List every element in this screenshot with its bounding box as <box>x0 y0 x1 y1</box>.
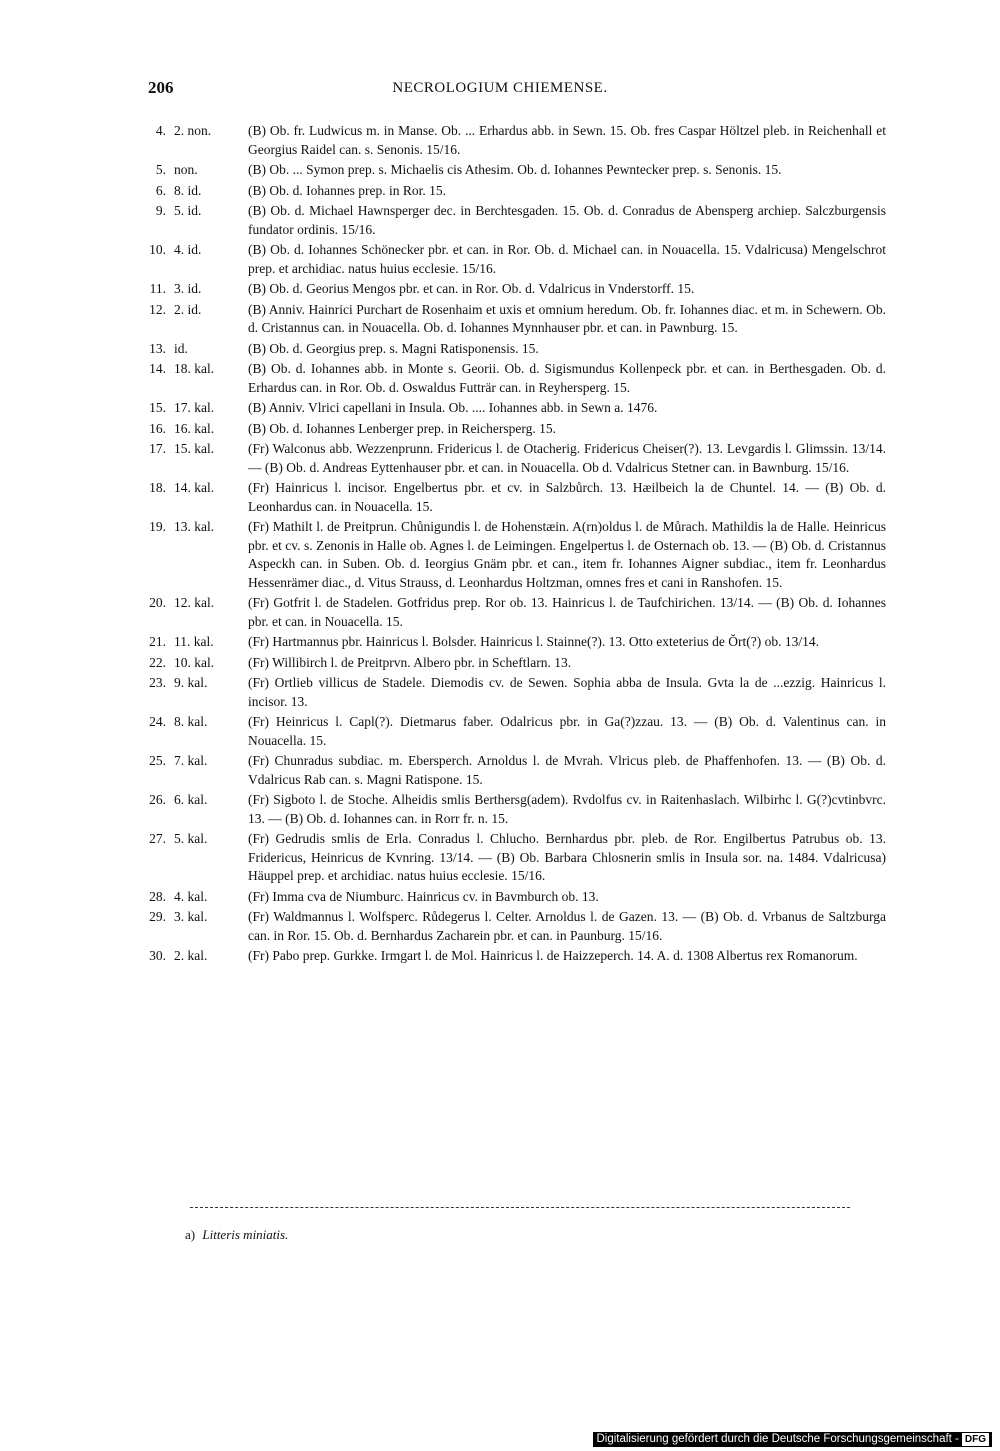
footnote-marker: a) <box>185 1227 196 1242</box>
entry-day: 11. <box>149 281 166 296</box>
entry-text: (B) Ob. ... Symon prep. s. Michaelis cis Athesim. Ob. d. Iohannes Pewntecker prep. s. Senonis. 15. <box>248 162 782 177</box>
entry-roman-date: 2. non. <box>174 123 212 138</box>
entry-text: (B) Ob. d. Iohannes Schönecker pbr. et can. in Ror. Ob. d. Michael can. in Nouacella. 15. Vdalricusa) Mengelschrot prep. et archidiac. natus huius ecclesie. 15/16. <box>248 242 886 276</box>
entry-day: 10. <box>149 242 166 257</box>
entry-row <box>138 440 886 477</box>
page-header <box>0 78 1000 102</box>
entry-row <box>138 518 886 592</box>
entry-text: (Fr) Gedrudis smlis de Erla. Conradus l. Chlucho. Bernhardus pbr. pleb. de Ror. Engilbertus Patrubus ob. 13. Fridericus, Heinricus de Kvnring. 13/14. — (B) Ob. Barbara Chlosnerin smlis in Insula sor. na. 1484. Vdalricusa) Häuppel prep. et archidiac. natus huius ecclesie. 15/16. <box>248 831 886 883</box>
entry-text: (Fr) Hartmannus pbr. Hainricus l. Bolsder. Hainricus l. Stainne(?). 13. Otto exteterius de Ŏrt(?) ob. 13/14. <box>248 634 820 649</box>
entry-day: 14. <box>149 361 166 376</box>
entry-row <box>138 301 886 338</box>
entry-roman-date: 13. kal. <box>174 519 215 534</box>
entry-row <box>138 947 886 966</box>
entry-text: (B) Anniv. Vlrici capellani in Insula. Ob. .... Iohannes abb. in Sewn a. 1476. <box>248 400 658 415</box>
page-number: 206 <box>148 78 174 97</box>
entry-text: (B) Ob. d. Iohannes abb. in Monte s. Georii. Ob. d. Sigismundus Kollenpeck pbr. et can. in Berthesgaden. Ob. d. Erhardus can. in Ror. Ob. d. Oswaldus Futträr can. in Reyhersperg. 15. <box>248 361 886 395</box>
entry-text: (Fr) Sigboto l. de Stoche. Alheidis smlis Berthersg(adem). Rvdolfus cv. in Raitenhaslach. Wilbirhc l. G(?)cvtinbvrc. 13. — (B) Ob. d. Iohannes can. in Rorr fr. n. 15. <box>248 792 886 826</box>
footnote-text: Litteris miniatis. <box>202 1227 289 1242</box>
entry-row <box>138 888 886 907</box>
entry-roman-date: 11. kal. <box>174 634 214 649</box>
entry-text: (B) Ob. fr. Ludwicus m. in Manse. Ob. ... Erhardus abb. in Sewn. 15. Ob. fres Caspar Höltzel pleb. in Reichenhall et Georgius Raidel can. s. Senonis. 15/16. <box>248 123 886 157</box>
entry-day: 9. <box>155 203 166 218</box>
entry-roman-date: 17. kal. <box>174 400 215 415</box>
entry-row <box>138 713 886 750</box>
entry-roman-date: 10. kal. <box>174 654 215 670</box>
entry-row <box>138 280 886 299</box>
entry-day: 22. <box>149 654 166 670</box>
entry-row <box>138 674 886 711</box>
entry-row <box>138 791 886 828</box>
entry-day: 18. <box>149 480 166 495</box>
entry-day: 19. <box>149 519 166 534</box>
entry-row <box>138 420 886 439</box>
entry-day: 26. <box>149 792 166 807</box>
entry-day: 12. <box>149 301 166 317</box>
entry-roman-date: 18. kal. <box>174 361 215 376</box>
entry-day: 29. <box>149 909 166 924</box>
entry-roman-date: 14. kal. <box>174 480 215 495</box>
entry-row <box>138 654 886 673</box>
entry-text: (B) Ob. d. Georgius prep. s. Magni Ratisponensis. 15. <box>248 340 539 356</box>
entry-row <box>138 399 886 418</box>
entry-roman-date: 3. kal. <box>174 909 208 924</box>
entry-roman-date: 4. id. <box>174 242 202 257</box>
entry-row <box>138 161 886 180</box>
entry-day: 17. <box>149 441 166 456</box>
entry-row <box>138 122 886 159</box>
entry-day: 20. <box>149 595 166 610</box>
entry-day: 21. <box>149 634 166 649</box>
entry-text: (B) Ob. d. Michael Hawnsperger dec. in Berchtesgaden. 15. Ob. d. Conradus de Abensperg archiep. Salczburgensis fundator ordinis. 15/16. <box>248 203 886 237</box>
entry-roman-date: 2. kal. <box>174 948 208 963</box>
entry-day: 13. <box>149 340 166 356</box>
dfg-funding-note <box>593 1432 992 1447</box>
entry-text: (B) Ob. d. Iohannes prep. in Ror. 15. <box>248 182 446 198</box>
entry-roman-date: 7. kal. <box>174 753 208 768</box>
entry-roman-date: 5. id. <box>174 203 202 218</box>
entry-roman-date: 5. kal. <box>174 831 208 846</box>
entry-roman-date: 8. kal. <box>174 714 208 729</box>
entry-row <box>138 241 886 278</box>
entry-text: (Fr) Willibirch l. de Preitprvn. Albero pbr. in Scheftlarn. 13. <box>248 654 572 670</box>
entry-roman-date: 8. id. <box>174 182 202 198</box>
entry-day: 5. <box>155 162 166 177</box>
entry-text: (Fr) Walconus abb. Wezzenprunn. Fridericus l. de Otacherig. Fridericus Cheiser(?). 13. Levgardis l. Glimssin. 13/14. — (B) Ob. d. Andreas Eyttenhauser pbr. et can. in Nouacella. Ob d. Vdalricus Stetner can. in Bawnburg. 15/16. <box>248 441 886 475</box>
entry-text: (Fr) Hainricus l. incisor. Engelbertus pbr. et cv. in Salzbůrch. 13. Hæilbeich la de Chuntel. 14. — (B) Ob. d. Leonhardus can. in Nouacella. 15. <box>248 480 886 514</box>
running-title: NECROLOGIUM CHIEMENSE. <box>392 80 608 96</box>
dfg-logo: DFG <box>962 1433 989 1446</box>
entry-roman-date: 6. kal. <box>174 792 208 807</box>
separator-rule <box>190 1207 850 1208</box>
entry-row <box>138 360 886 397</box>
entry-roman-date: 3. id. <box>174 281 202 296</box>
entry-text: (Fr) Mathilt l. de Preitprun. Chůnigundis l. de Hohenstæin. A(rn)oldus l. de Můrach. Mathildis la de Halle. Heinricus pbr. et cv. s. Zenonis in Halle ob. Agnes l. de Leimingen. Engelpertus l. de Osternach ob. 13. — (B) Ob. d. Cristannus Aspeckh can. in Suben. Ob. d. Ieorgius Gnäm pbr. et can., item fr. Iohannes Aigner subdiac., item fr. Leonhardus Hessenrämer diac., d. Vitus Strauss, d. Leonhardus Holtzman, omnes fres et cani in Ranshofen. 15. <box>248 519 886 590</box>
entry-text: (Fr) Waldmannus l. Wolfsperc. Růdegerus l. Celter. Arnoldus l. de Gazen. 13. — (B) Ob. d. Vrbanus de Saltzburga can. in Ror. 15. Ob. d. Bernhardus Zacharein pbr. et can. in Paunburg. 15/16. <box>248 909 886 943</box>
entry-roman-date: 9. kal. <box>174 675 208 690</box>
entry-text: (B) Anniv. Hainrici Purchart de Rosenhaim et uxis et omnium heredum. Ob. fr. Iohannes diac. et m. in Schewern. Ob. d. Cristannus can. in Nouacella. Ob. d. Iohannes Mynnhauser pbr. et can. in Pawnburg. 15. <box>248 301 886 335</box>
entry-row <box>138 594 886 631</box>
entry-day: 28. <box>149 888 166 904</box>
entry-day: 27. <box>149 831 166 846</box>
entry-day: 30. <box>149 948 166 963</box>
entry-row <box>138 908 886 945</box>
entry-day: 4. <box>155 123 166 138</box>
entry-roman-date: 12. kal. <box>174 595 215 610</box>
entry-day: 23. <box>149 675 166 690</box>
entry-day: 16. <box>149 420 166 436</box>
entry-day: 25. <box>149 753 166 768</box>
entry-text: (Fr) Chunradus subdiac. m. Ebersperch. Arnoldus l. de Mvrah. Vlricus pleb. de Phaffenhofen. 13. — (B) Ob. d. Vdalricus Rab can. s. Magni Ratispone. 15. <box>248 753 886 787</box>
dfg-note-text: Digitalisierung gefördert durch die Deutsche Forschungsgemeinschaft - <box>596 1433 959 1445</box>
entry-roman-date: 16. kal. <box>174 420 215 436</box>
entry-text: (Fr) Gotfrit l. de Stadelen. Gotfridus prep. Ror ob. 13. Hainricus l. de Taufchirichen. 13/14. — (B) Ob. d. Iohannes pbr. et can. in Nouacella. 15. <box>248 595 886 629</box>
entry-row <box>138 830 886 886</box>
entry-text: (Fr) Heinricus l. Capl(?). Dietmarus faber. Odalricus pbr. in Ga(?)zzau. 13. — (B) Ob. d. Valentinus can. in Nouacella. 15. <box>248 714 886 748</box>
entry-row <box>138 633 886 652</box>
entry-text: (Fr) Imma cva de Niumburc. Hainricus cv. in Bavmburch ob. 13. <box>248 888 599 904</box>
entry-row <box>138 182 886 201</box>
entry-text: (Fr) Pabo prep. Gurkke. Irmgart l. de Mol. Hainricus l. de Haizzeperch. 14. A. d. 1308 Albertus rex Romanorum. <box>248 948 858 963</box>
entry-text: (B) Ob. d. Georius Mengos pbr. et can. in Ror. Ob. d. Vdalricus in Vnderstorff. 15. <box>248 281 695 296</box>
entry-row <box>138 340 886 359</box>
entry-row <box>138 479 886 516</box>
entry-day: 15. <box>149 400 166 415</box>
entry-row <box>138 202 886 239</box>
entry-roman-date: 4. kal. <box>174 888 208 904</box>
entry-row <box>138 752 886 789</box>
entry-roman-date: 2. id. <box>174 301 202 317</box>
footnote <box>185 1227 288 1243</box>
entry-day: 6. <box>155 182 166 198</box>
entry-roman-date: non. <box>174 162 198 177</box>
entry-text: (Fr) Ortlieb villicus de Stadele. Diemodis cv. de Sewen. Sophia abba de Insula. Gvta la de ...ezzig. Hainricus l. incisor. 13. <box>248 675 886 709</box>
entry-day: 24. <box>149 714 166 729</box>
entry-text: (B) Ob. d. Iohannes Lenberger prep. in Reichersperg. 15. <box>248 420 557 436</box>
necrology-entries <box>138 122 886 968</box>
entry-roman-date: 15. kal. <box>174 441 215 456</box>
entry-roman-date: id. <box>174 340 188 356</box>
